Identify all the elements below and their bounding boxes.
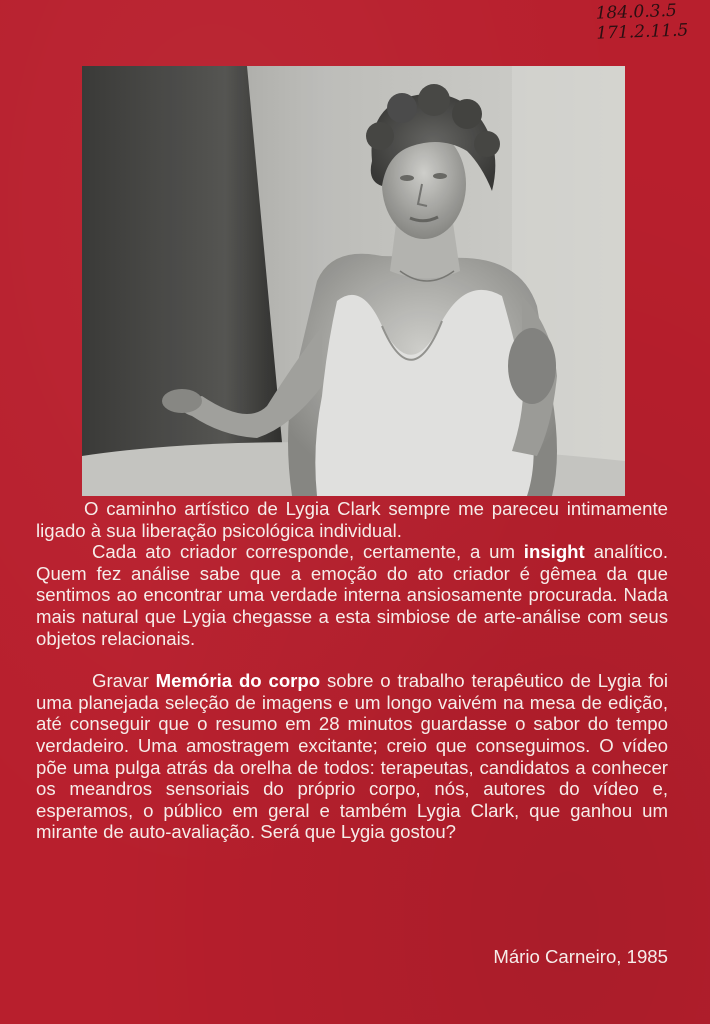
paragraph-2-bold-term: insight	[523, 541, 585, 563]
paragraph-1: O caminho artístico de Lygia Clark sempre me pareceu intimamente ligado à sua liberação psicológica individual.	[36, 498, 668, 541]
portrait-photo	[82, 66, 625, 496]
archive-catalog-number	[595, 0, 688, 43]
archive-code-line-1: 184.0.3.5	[595, 0, 678, 24]
paragraph-2-start: Cada ato criador corresponde, certamente, a um	[92, 541, 524, 563]
paragraph-3-start: Gravar	[92, 670, 156, 692]
paragraph-2-end: analítico. Quem fez análise sabe que a emoção do ato criador é gêmea da que sentimos ao encontrar uma verdade interna ansiosamente procurada. Nada mais natural que Lygia chegasse a esta simbiose de arte-análise com seus objetos relacionais.	[36, 541, 668, 649]
paragraph-3	[36, 670, 668, 843]
paragraph-3-bold-title: Memória do corpo	[155, 670, 321, 692]
paragraph-3-end: sobre o trabalho terapêutico de Lygia foi uma planejada seleção de imagens e um longo vaivém na mesa de edição, até conseguir que o resumo em 28 minutos guardasse o sabor do tempo verdadeiro. Uma amostragem excitante; creio que conseguimos. O vídeo põe uma pulga atrás da orelha de todos: terapeutas, candidatos a conhecer os meandros sensoriais do próprio corpo, nós, autores do vídeo e, esperamos, o público em geral e também Lygia Clark, que ganhou um mirante de auto-avaliação. Será que Lygia gostou?	[36, 670, 668, 843]
archive-code-line-2: 171.2.11.5	[596, 20, 689, 44]
author-signature: Mário Carneiro, 1985	[493, 946, 668, 967]
article-text	[36, 498, 668, 843]
paragraph-2	[36, 541, 668, 649]
photo-portrait-icon	[82, 66, 625, 496]
